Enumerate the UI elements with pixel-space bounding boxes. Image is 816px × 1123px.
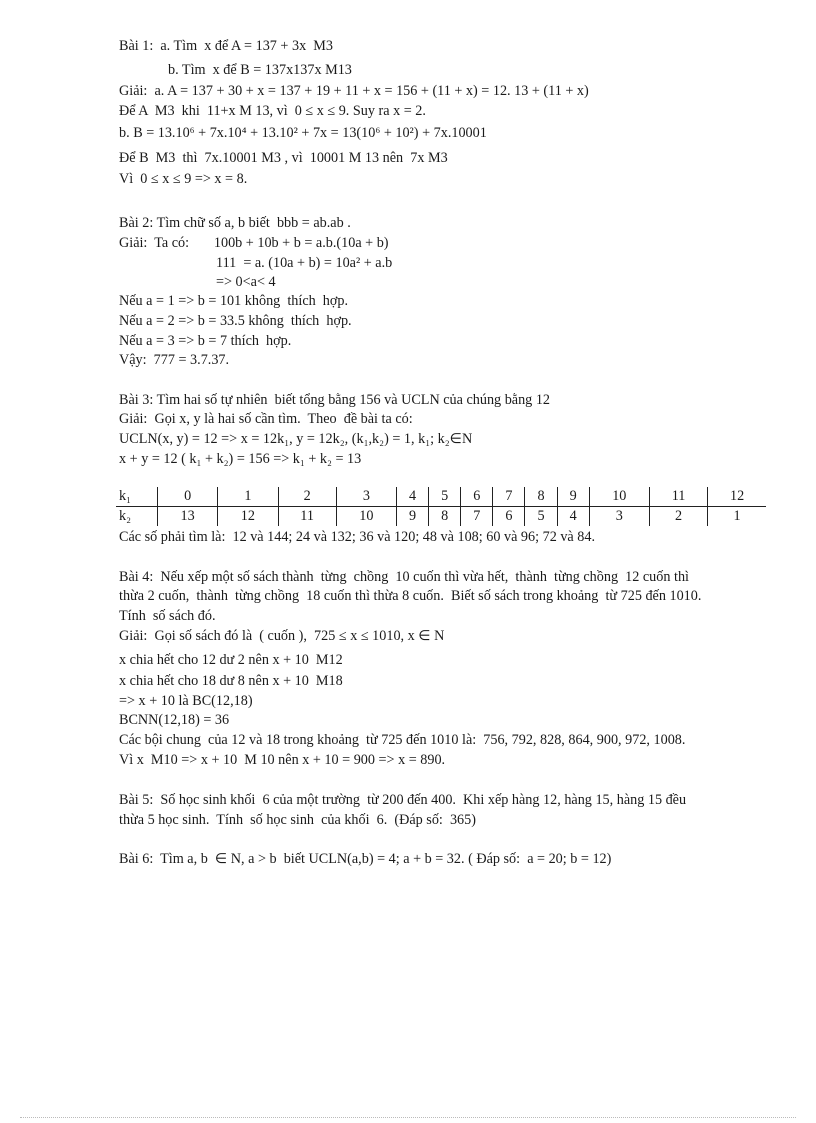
bai2-solution-3: => 0<a< 4 xyxy=(216,274,276,290)
table-cell: 9 xyxy=(397,507,429,527)
table-cell: 7 xyxy=(493,487,525,507)
bai3-solution-2: UCLN(x, y) = 12 => x = 12k₁, y = 12k₂, (k₁,k₂) = 1, k₁; k₂∈N xyxy=(119,431,473,447)
table-cell: 12 xyxy=(218,507,278,527)
table-cell: 3 xyxy=(589,507,649,527)
table-cell: 1 xyxy=(218,487,278,507)
bai5-title-cont: thừa 5 học sinh. Tính số học sinh của khối 6. (Đáp số: 365) xyxy=(119,812,476,828)
bai1-solution-b: b. B = 13.10⁶ + 7x.10⁴ + 13.10² + 7x = 13(10⁶ + 10²) + 7x.10001 xyxy=(119,125,487,141)
table-cell: 4 xyxy=(397,487,429,507)
table-cell: 8 xyxy=(429,507,461,527)
page-bottom-divider xyxy=(20,1117,796,1118)
table-cell: 5 xyxy=(429,487,461,507)
bai1-solution-b-cont: Để B M3 thì 7x.10001 M3 , vì 10001 M 13 nên 7x M3 xyxy=(119,150,448,166)
bai2-case-3: Nếu a = 3 => b = 7 thích hợp. xyxy=(119,333,292,349)
table-cell: 3 xyxy=(336,487,396,507)
bai1-title: Bài 1: a. Tìm x để A = 137 + 3x M3 xyxy=(119,38,333,54)
bai4-title-cont1: thừa 2 cuốn, thành từng chồng 18 cuốn thì thừa 8 cuốn. Biết số sách trong khoảng từ 725 đến 1010. xyxy=(119,588,702,604)
table-cell: 5 xyxy=(525,507,557,527)
table-cell: 9 xyxy=(557,487,589,507)
table-cell: 0 xyxy=(158,487,218,507)
bai2-solution-1: Giải: Ta có: 100b + 10b + b = a.b.(10a + b) xyxy=(119,235,389,251)
table-row-k1 xyxy=(116,487,766,507)
table-cell: 2 xyxy=(649,507,707,527)
bai3-answer: Các số phải tìm là: 12 và 144; 24 và 132; 36 và 120; 48 và 108; 60 và 96; 72 và 84. xyxy=(119,529,596,545)
k2-label: k₂ xyxy=(116,507,158,527)
bai4-solution-5: BCNN(12,18) = 36 xyxy=(119,712,230,728)
bai3-title: Bài 3: Tìm hai số tự nhiên biết tổng bằng 156 và UCLN của chúng bằng 12 xyxy=(119,392,551,408)
bai4-title-cont2: Tính số sách đó. xyxy=(119,608,216,624)
bai2-title: Bài 2: Tìm chữ số a, b biết bbb = ab.ab . xyxy=(119,215,351,231)
bai4-conclusion: Vì x M10 => x + 10 M 10 nên x + 10 = 900 => x = 890. xyxy=(119,752,446,768)
k1-label: k₁ xyxy=(116,487,158,507)
bai4-solution-2: x chia hết cho 12 dư 2 nên x + 10 M12 xyxy=(119,652,343,668)
bai4-title: Bài 4: Nếu xếp một số sách thành từng chồng 10 cuốn thì vừa hết, thành từng chồng 12 cuốn thì xyxy=(119,569,689,585)
table-cell: 8 xyxy=(525,487,557,507)
table-cell: 7 xyxy=(461,507,493,527)
bai4-solution-1: Giải: Gọi số sách đó là ( cuốn ), 725 ≤ x ≤ 1010, x ∈ N xyxy=(119,628,445,644)
k-values-table xyxy=(116,487,766,526)
bai4-solution-3: x chia hết cho 18 dư 8 nên x + 10 M18 xyxy=(119,673,343,689)
table-cell: 2 xyxy=(278,487,336,507)
table-cell: 13 xyxy=(158,507,218,527)
table-row-k2 xyxy=(116,507,766,527)
table-cell: 4 xyxy=(557,507,589,527)
bai3-solution-3: x + y = 12 ( k₁ + k₂) = 156 => k₁ + k₂ = 13 xyxy=(119,451,362,467)
bai2-case-1: Nếu a = 1 => b = 101 không thích hợp. xyxy=(119,293,349,309)
bai2-conclusion: Vậy: 777 = 3.7.37. xyxy=(119,352,230,368)
bai1-solution-a-cont: Để A M3 khi 11+x M 13, vì 0 ≤ x ≤ 9. Suy ra x = 2. xyxy=(119,103,426,119)
bai2-case-2: Nếu a = 2 => b = 33.5 không thích hợp. xyxy=(119,313,352,329)
bai3-solution-1: Giải: Gọi x, y là hai số cần tìm. Theo đề bài ta có: xyxy=(119,411,413,427)
table-cell: 10 xyxy=(336,507,396,527)
table-cell: 12 xyxy=(708,487,766,507)
table-cell: 1 xyxy=(733,508,741,524)
bai6-title: Bài 6: Tìm a, b ∈ N, a > b biết UCLN(a,b) = 4; a + b = 32. ( Đáp số: a = 20; b = 12) xyxy=(119,851,612,867)
table-cell: 6 xyxy=(493,507,525,527)
table-cell: 11 xyxy=(278,507,336,527)
bai1-conclusion: Vì 0 ≤ x ≤ 9 => x = 8. xyxy=(119,171,248,187)
table-cell: 11 xyxy=(649,487,707,507)
bai1-part-b: b. Tìm x để B = 137x137x M13 xyxy=(168,62,352,78)
bai5-title: Bài 5: Số học sinh khối 6 của một trường từ 200 đến 400. Khi xếp hàng 12, hàng 15, hàng 15 đều xyxy=(119,792,687,808)
bai4-solution-6: Các bội chung của 12 và 18 trong khoảng từ 725 đến 1010 là: 756, 792, 828, 864, 900, 972, 1008. xyxy=(119,732,686,748)
bai1-solution-a: Giải: a. A = 137 + 30 + x = 137 + 19 + 11 + x = 156 + (11 + x) = 12. 13 + (11 + x) xyxy=(119,83,589,99)
bai2-solution-2: 111 = a. (10a + b) = 10a² + a.b xyxy=(216,255,393,271)
bai4-solution-4: => x + 10 là BC(12,18) xyxy=(119,693,253,709)
table-cell: 10 xyxy=(589,487,649,507)
table-cell: 6 xyxy=(461,487,493,507)
